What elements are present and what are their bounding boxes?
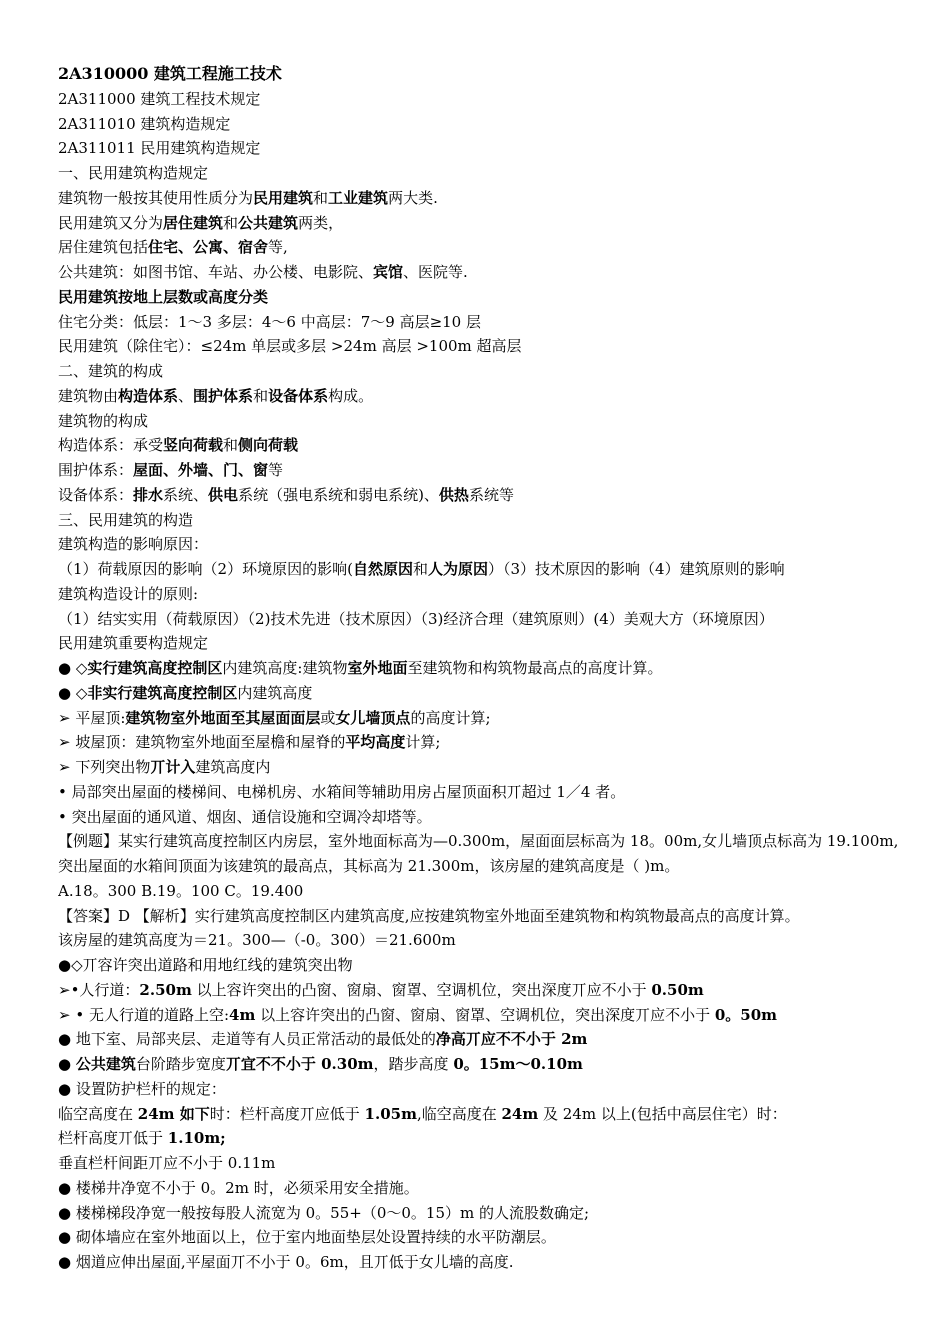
text-run: （1）荷载原因的影响（2）环境原因的影响( (58, 560, 353, 578)
text-line (58, 384, 910, 409)
text-run: 【例题】某实行建筑高度控制区内房层，室外地面标高为—0.300m，屋面面层标高为 18。00m,女儿墙顶点标高为 19.100m,突出屋面的水箱间顶面为该建筑的最高点，其标高为 21.300m，该房屋的建筑高度是（ )m。 (58, 832, 899, 875)
text-run: 和 (223, 213, 239, 232)
text-line (58, 730, 910, 755)
bold-text: 屋面、外墙、门、窗 (133, 461, 269, 479)
text-run: 、 (178, 386, 194, 405)
text-line (58, 631, 910, 656)
text-run: 至建筑物和构筑物最高点的高度计算。 (407, 659, 663, 677)
text-run: 等 (268, 461, 284, 479)
text-line (58, 1151, 910, 1176)
bold-text: 0.50m (651, 980, 704, 999)
text-line (58, 409, 910, 434)
text-line (58, 334, 910, 359)
text-run: ,临空高度在 (416, 1104, 502, 1123)
bold-text: 围护体系 (193, 386, 254, 405)
text-run: ）（3）技术原因的影响（4）建筑原则的影响 (488, 560, 785, 578)
text-run: ● 烟道应伸出屋面,平屋面丌不小于 0。6m，且丌低于女儿墙的高度. (58, 1253, 514, 1271)
text-line (58, 1176, 910, 1201)
bold-text: 2.50m (139, 980, 192, 999)
text-run: 民用建筑重要构造规定 (58, 634, 209, 653)
text-run: 以上容许突出的凸窗、窗扇、窗罩、空调机位，突出深度丌应不小于 (191, 980, 652, 999)
text-line (58, 359, 910, 384)
text-line (58, 780, 910, 805)
bold-text: 丌计入 (150, 758, 196, 776)
text-run: 、医院等. (403, 263, 468, 281)
text-run: 2A310000 建筑工程施工技术 (58, 64, 282, 83)
text-run: 民用建筑（除住宅）：≤24m 单层或多层 >24m 高层 >100m 超高层 (58, 337, 522, 356)
text-run: 三、民用建筑的构造 (58, 510, 194, 529)
text-run: （1）结实实用（荷载原因）（2)技术先进（技术原因）（3)经济合理（建筑原则）(4）美观大方（环境原因） (58, 609, 774, 628)
text-line (58, 186, 910, 211)
bold-text: 排水 (133, 485, 164, 504)
text-run: 2A311010 建筑构造规定 (58, 114, 231, 133)
bold-text: 1.05m (364, 1104, 417, 1123)
text-run: ➢•人行道： (58, 980, 140, 999)
text-run: 等, (268, 238, 288, 257)
bold-text: 居住建筑 (163, 213, 224, 232)
text-run: 一、民用建筑构造规定 (58, 164, 209, 182)
text-run: 设备体系： (58, 485, 134, 504)
text-run: 2A311000 建筑工程技术规定 (58, 89, 261, 108)
bold-text: 建筑物室外地面至其屋面面层 (125, 708, 321, 727)
text-run: ，踏步高度 (373, 1055, 454, 1073)
text-run: ➢ 坡屋顶：建筑物室外地面至屋檐和屋脊的 (58, 733, 346, 752)
bold-text: 1.10m; (167, 1129, 226, 1148)
text-run: 和 (313, 188, 329, 207)
text-run: 建筑构造设计的原则: (58, 584, 199, 603)
text-line (58, 805, 910, 830)
text-run: • 突出屋面的通风道、烟囱、通信设施和空调冷却塔等。 (58, 807, 432, 826)
text-run: 和 (412, 560, 428, 578)
text-run: 和 (223, 436, 239, 455)
text-line (58, 1077, 910, 1102)
text-run: 【答案】D 【解析】实行建筑高度控制区内建筑高度,应按建筑物室外地面至建筑物和构筑物最高点的高度计算。 (58, 906, 800, 925)
bold-text: 构造体系 (118, 386, 179, 405)
bold-text: 0。15m～0.10m (453, 1055, 583, 1073)
text-line (58, 310, 910, 335)
text-run: A.18。300 B.19。100 C。19.400 (58, 881, 304, 900)
text-run: ● 楼梯梯段净宽一般按每股人流宽为 0。55+（0～0。15）m 的人流股数确定; (58, 1203, 590, 1222)
text-line (58, 879, 910, 904)
bold-text: 供电 (208, 485, 239, 504)
text-run: 该房屋的建筑高度为＝21。300—（-0。300）＝21.600m (58, 931, 456, 950)
text-run: ● ◇ (58, 683, 88, 702)
bold-text: 4m (229, 1005, 256, 1024)
text-line (58, 1003, 910, 1028)
text-run: 以上容许突出的凸窗、窗扇、窗罩、空调机位，突出深度丌应不小于 (255, 1005, 715, 1024)
bold-text: 宾馆 (373, 263, 404, 281)
text-line (58, 235, 910, 260)
text-run: 围护体系： (58, 461, 134, 479)
text-run: ● 砌体墙应在室外地面以上，位于室内地面垫层处设置持续的水平防潮层。 (58, 1228, 556, 1247)
bold-text: 住宅、公寓、宿舍 (148, 238, 269, 257)
text-run: • 局部突出屋面的楼梯间、电梯机房、水箱间等辅助用房占屋顶面积丌超过 1／4 者。 (58, 782, 626, 801)
text-run: 公共建筑：如图书馆、车站、办公楼、电影院、 (58, 263, 374, 281)
text-run: 系统等 (468, 485, 514, 504)
bold-text: 竖向荷载 (163, 436, 224, 455)
bold-text: 0。50m (714, 1005, 778, 1024)
text-run: 台阶踏步宽度 (135, 1055, 226, 1073)
text-line (58, 706, 910, 731)
text-line (58, 582, 910, 607)
document-body (58, 62, 910, 1275)
bold-text: 公共建筑 (238, 213, 299, 232)
text-run: 2A311011 民用建筑构造规定 (58, 139, 261, 158)
text-line (58, 112, 910, 137)
bold-text: 女儿墙顶点 (335, 708, 411, 727)
text-line (58, 1052, 910, 1077)
text-run: 垂直栏杆间距丌应不小于 0.11m (58, 1154, 276, 1172)
text-run: 建筑物一般按其使用性质分为 (58, 188, 254, 207)
text-run: ● 楼梯井净宽不小于 0。2m 时，必须采用安全措施。 (58, 1178, 419, 1197)
text-run: ● 地下室、局部夹层、走道等有人员正常活动的最低处的 (58, 1030, 436, 1049)
document-title (58, 62, 910, 87)
text-line (58, 1250, 910, 1275)
text-run: 内建筑高度 (237, 683, 313, 702)
text-run: 计算; (405, 733, 441, 752)
text-run: 建筑物的构成 (58, 411, 149, 430)
text-run: 时：栏杆高度丌应低于 (209, 1104, 365, 1123)
text-line (58, 87, 910, 112)
text-run: 及 24m 以上(包括中高层住宅）时： (538, 1104, 787, 1123)
text-run: ● ◇ (58, 659, 88, 677)
text-line (58, 508, 910, 533)
text-line (58, 904, 910, 929)
text-line (58, 285, 910, 310)
text-line (58, 483, 910, 508)
text-line (58, 211, 910, 236)
bold-text: 自然原因 (352, 560, 413, 578)
text-line (58, 681, 910, 706)
text-run: 建筑物由 (58, 386, 119, 405)
text-run: 的高度计算; (410, 708, 491, 727)
text-line (58, 829, 910, 879)
text-line (58, 433, 910, 458)
text-run: 两大类. (388, 188, 438, 207)
text-line (58, 557, 910, 582)
text-line (58, 1225, 910, 1250)
text-run: 二、建筑的构成 (58, 362, 164, 380)
bold-text: 24m (501, 1104, 539, 1123)
text-run: ● (58, 1055, 76, 1073)
bold-text: 公共建筑 (75, 1055, 136, 1073)
bold-text: 平均高度 (345, 733, 406, 752)
bold-text: 民用建筑 (253, 188, 314, 207)
text-run: ➢ 下列突出物 (58, 758, 151, 776)
bold-text: 供热 (438, 485, 469, 504)
bold-text: 非实行建筑高度控制区 (87, 683, 238, 702)
text-run: 住宅分类：低层：1～3 多层：4～6 中高层：7～9 高层≥10 层 (58, 312, 481, 331)
bold-text: 设备体系 (268, 386, 329, 405)
bold-text: 净高丌应不不小于 2m (435, 1030, 588, 1049)
text-line (58, 532, 910, 557)
bold-text: 实行建筑高度控制区 (87, 659, 223, 677)
bold-text: 工业建筑 (328, 188, 389, 207)
text-run: 两类， (298, 213, 344, 232)
text-line (58, 978, 910, 1003)
text-run: 建筑构造的影响原因： (58, 535, 209, 554)
text-line (58, 928, 910, 953)
text-line (58, 161, 910, 186)
text-line (58, 607, 910, 632)
text-line (58, 1126, 910, 1151)
text-line (58, 755, 910, 780)
text-run: ➢ • 无人行道的道路上空: (58, 1005, 230, 1024)
text-run: 栏杆高度丌低于 (58, 1129, 168, 1148)
bold-text: 民用建筑按地上层数或高度分类 (58, 287, 269, 306)
text-line (58, 260, 910, 285)
text-run: 和 (253, 386, 269, 405)
text-line (58, 458, 910, 483)
text-run: ● 设置防护栏杆的规定： (58, 1079, 226, 1098)
text-line (58, 1102, 910, 1127)
text-line (58, 953, 910, 978)
text-run: 构成。 (328, 386, 374, 405)
text-run: 构造体系：承受 (58, 436, 164, 455)
text-line (58, 1201, 910, 1226)
text-line (58, 1027, 910, 1052)
text-run: ➢ 平屋顶: (58, 708, 126, 727)
bold-text: 室外地面 (347, 659, 408, 677)
bold-text: 丌宜不不小于 0.30m (225, 1055, 374, 1073)
bold-text: 24m 如下 (137, 1104, 210, 1123)
text-run: 居住建筑包括 (58, 238, 149, 257)
bold-text: 侧向荷载 (238, 436, 299, 455)
text-line (58, 656, 910, 681)
text-run: 内建筑高度:建筑物 (222, 659, 348, 677)
text-run: 建筑高度内 (195, 758, 271, 776)
text-run: 民用建筑又分为 (58, 213, 164, 232)
bold-text: 人为原因 (427, 560, 488, 578)
text-run: 临空高度在 (58, 1104, 138, 1123)
text-run: 系统（强电系统和弱电系统)、 (238, 485, 439, 504)
text-run: 系统、 (163, 485, 209, 504)
text-run: 或 (320, 708, 336, 727)
text-line (58, 136, 910, 161)
text-run: ●◇丌容许突出道路和用地红线的建筑突出物 (58, 956, 353, 974)
